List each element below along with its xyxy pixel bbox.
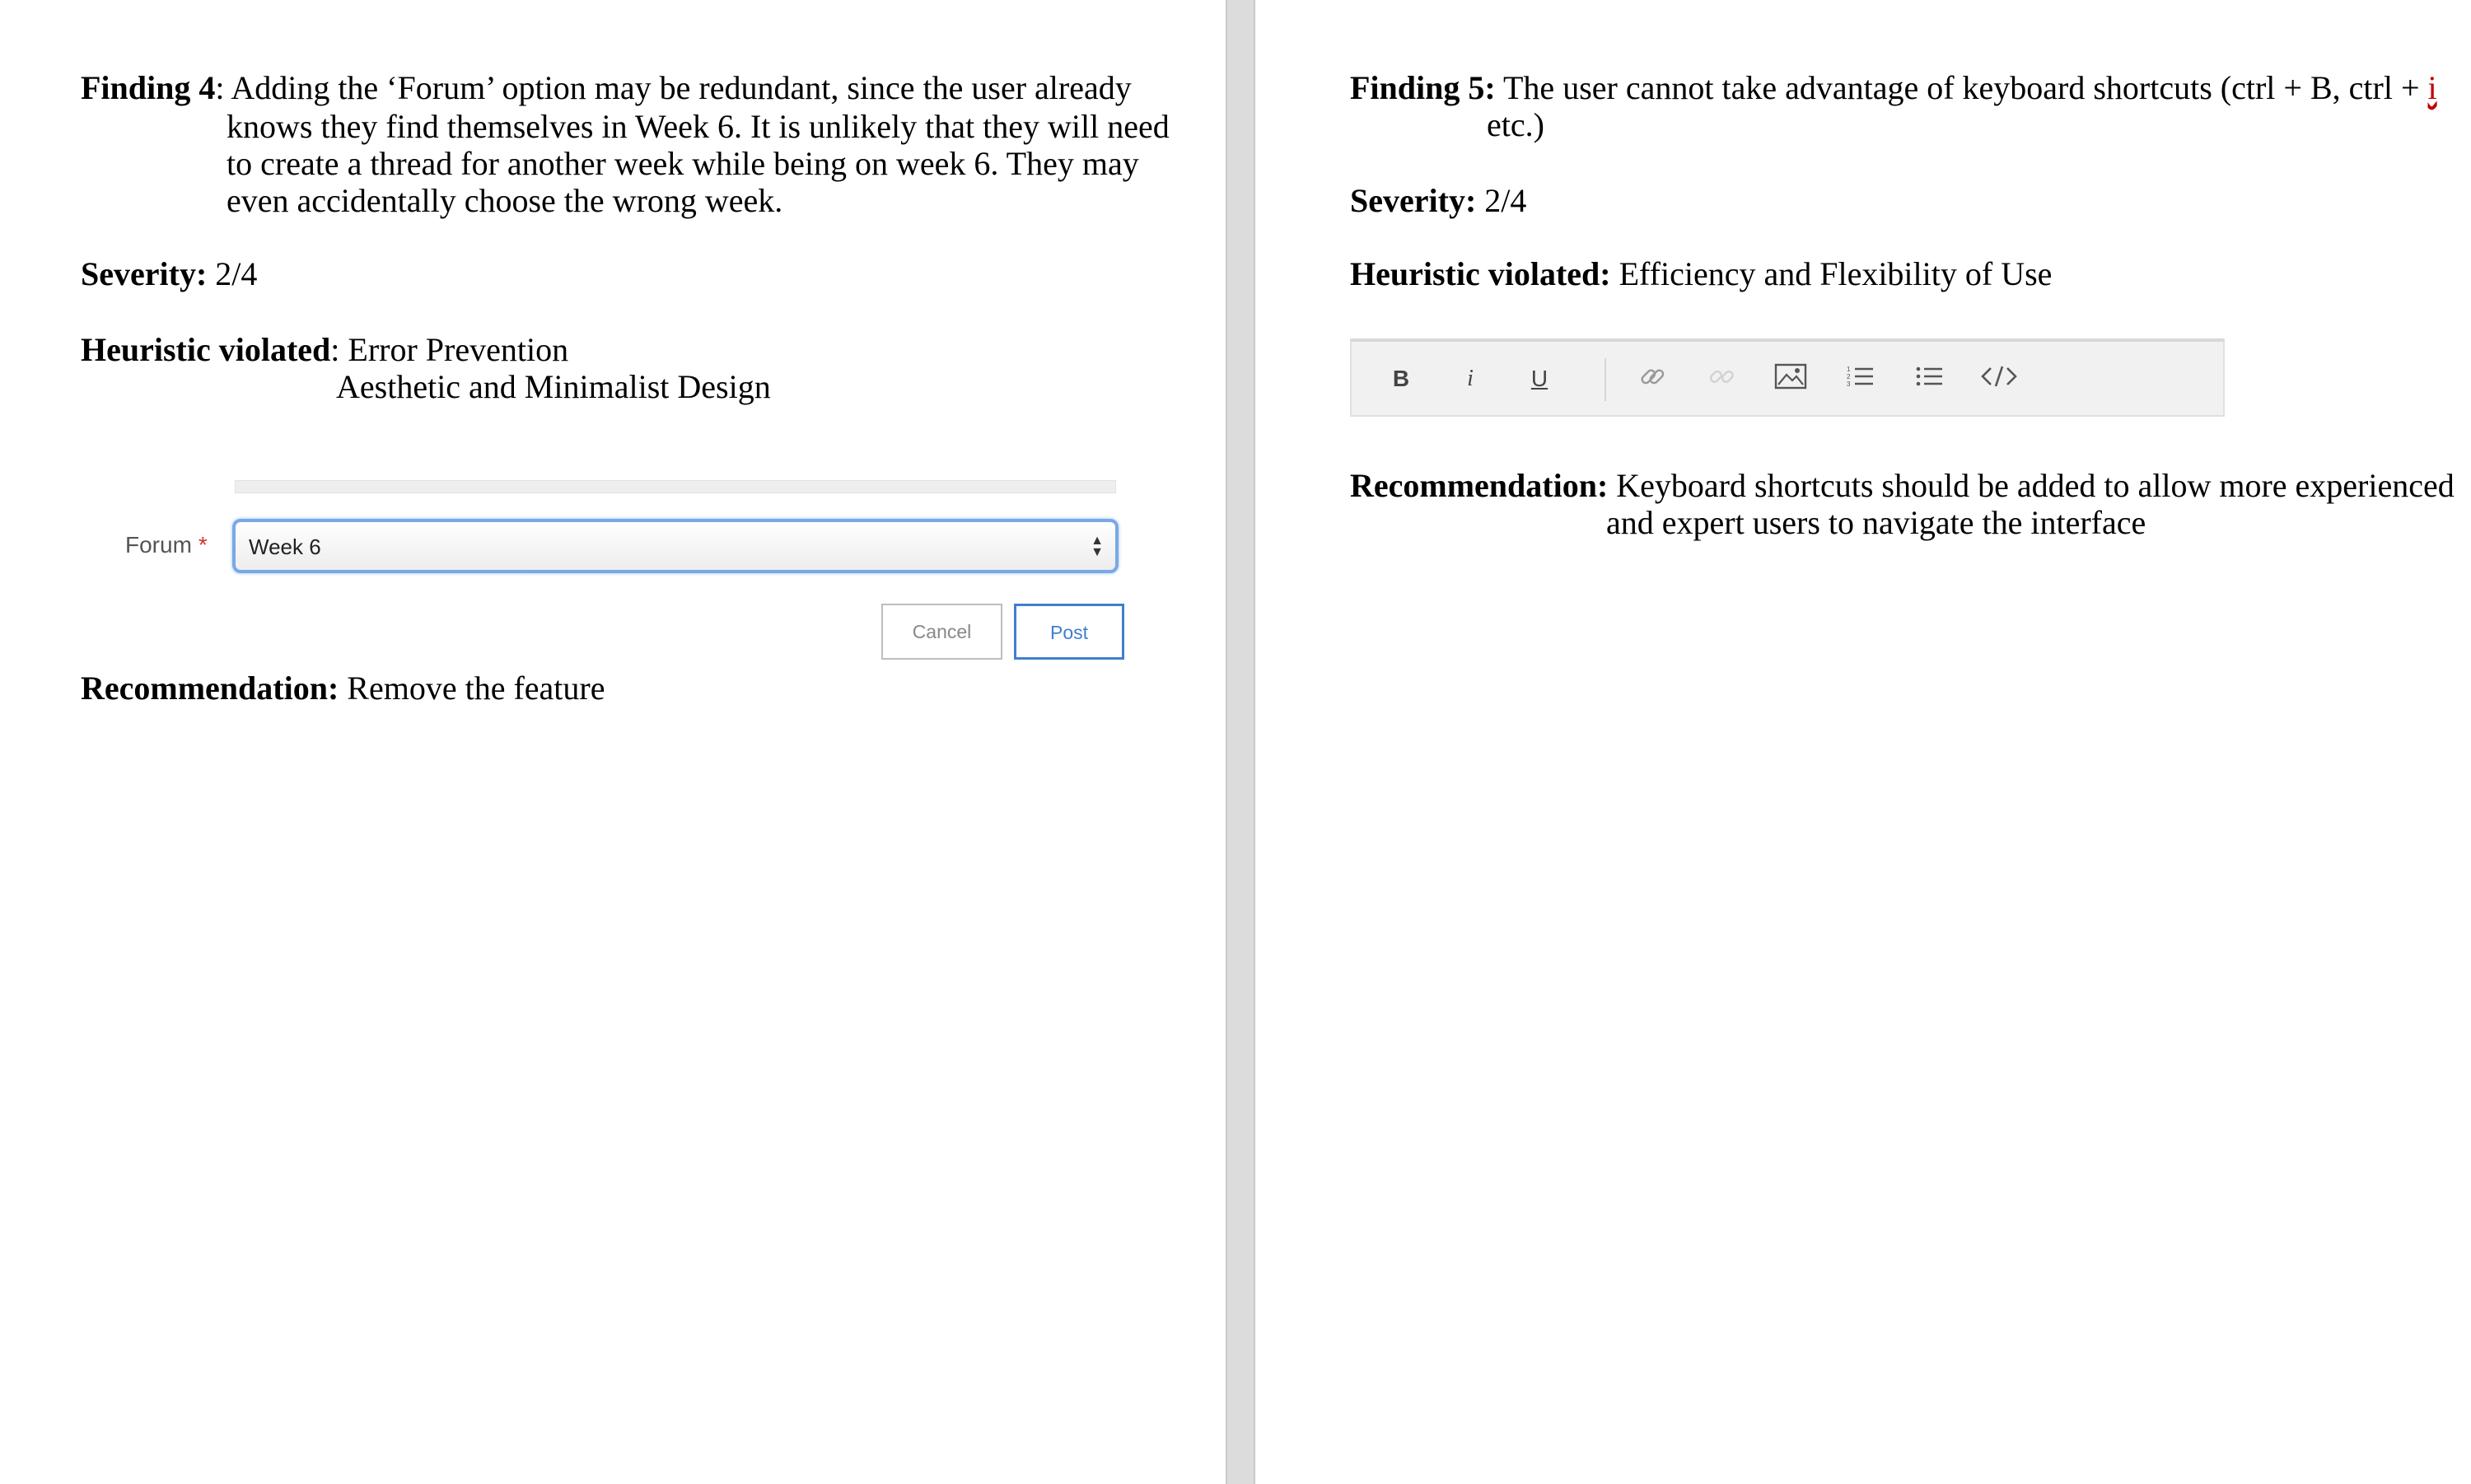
heuristic-line-left xyxy=(81,331,568,368)
numbered-list-icon[interactable] xyxy=(1841,360,1879,398)
document-page-left xyxy=(0,0,1226,1484)
heuristic-label: Heuristic violated xyxy=(81,331,331,368)
severity-line-left xyxy=(81,255,257,292)
italic-button[interactable]: i xyxy=(1467,366,1474,391)
heuristic-value-1: Error Prevention xyxy=(348,331,569,368)
severity-line-right xyxy=(1350,182,1526,219)
forum-select[interactable] xyxy=(232,519,1119,573)
svg-text:2: 2 xyxy=(1847,373,1851,380)
severity-value-right: 2/4 xyxy=(1484,182,1527,219)
forum-select-value: Week 6 xyxy=(249,534,321,559)
select-updown-icon: ▲ ▼ xyxy=(1091,534,1104,559)
form-divider-strip xyxy=(235,480,1116,493)
finding-4-line1 xyxy=(81,69,1176,106)
forum-label-text: Forum xyxy=(125,532,192,558)
post-button[interactable]: Post xyxy=(1014,604,1124,660)
code-icon[interactable] xyxy=(1978,360,2020,398)
severity-value: 2/4 xyxy=(215,255,258,292)
finding-5-text: The user cannot take advantage of keyboard shortcuts (ctrl + B, ctrl + xyxy=(1503,69,2428,106)
finding-5-text-i: i xyxy=(2427,69,2437,106)
finding-5-text-rest: etc.) xyxy=(1487,106,1544,143)
underline-button[interactable]: U xyxy=(1530,366,1548,391)
finding-4-text-rest: knows they find themselves in Week 6. It is unlikely that they will need to create a thread for another week while being on week 6. They may even accidentally choose the wrong week. xyxy=(227,108,1170,219)
finding-5-line1 xyxy=(1350,69,2454,106)
link-icon[interactable] xyxy=(1633,360,1671,398)
recommendation-line-right xyxy=(1350,467,2455,504)
document-page-right xyxy=(1255,0,2471,1484)
recommendation-text-1: Keyboard shortcuts should be added to allow more experienced xyxy=(1616,467,2455,504)
severity-label-right: Severity: xyxy=(1350,182,1477,219)
bullet-list-icon[interactable] xyxy=(1910,360,1948,398)
heuristic-separator: : xyxy=(330,331,340,368)
severity-label: Severity: xyxy=(81,255,208,292)
recommendation-line-left xyxy=(81,670,605,707)
image-icon[interactable] xyxy=(1772,360,1810,398)
toolbar-separator xyxy=(1605,358,1606,401)
finding-4-text-start: : Adding the ‘Forum’ option may be redundant, since the user already xyxy=(215,69,1132,106)
recommendation-label: Recommendation: xyxy=(81,670,339,707)
cancel-button[interactable]: Cancel xyxy=(881,604,1002,660)
svg-text:1: 1 xyxy=(1847,366,1851,373)
heuristic-value-right: Efficiency and Flexibility of Use xyxy=(1619,255,2053,292)
page-gutter xyxy=(1226,0,1255,1484)
editor-toolbar xyxy=(1350,338,2225,417)
forum-label xyxy=(125,529,208,562)
bold-button[interactable]: B xyxy=(1392,366,1410,391)
heuristic-label-right: Heuristic violated: xyxy=(1350,255,1611,292)
recommendation-label-right: Recommendation: xyxy=(1350,467,1609,504)
finding-5-label: Finding 5: xyxy=(1350,69,1496,106)
finding-4-label: Finding 4 xyxy=(81,69,216,106)
unlink-icon[interactable] xyxy=(1703,360,1740,398)
recommendation-text-2: and expert users to navigate the interface xyxy=(1606,504,2146,541)
recommendation-value: Remove the feature xyxy=(347,670,605,707)
heuristic-value-2: Aesthetic and Minimalist Design xyxy=(336,368,771,405)
required-asterisk: * xyxy=(198,532,208,558)
svg-text:3: 3 xyxy=(1847,380,1851,388)
heuristic-line-right xyxy=(1350,255,2052,292)
